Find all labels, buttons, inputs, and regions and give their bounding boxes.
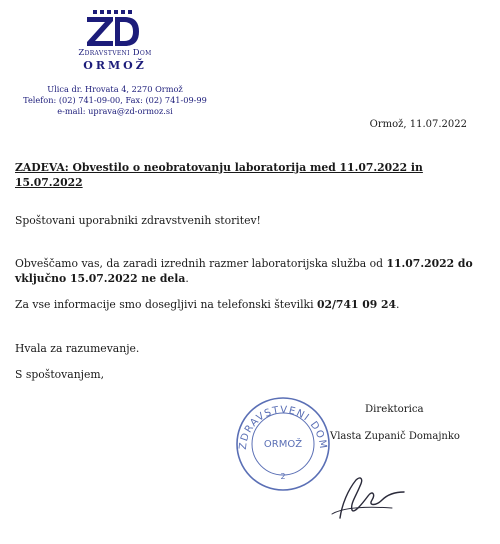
zd-logo-icon	[83, 8, 143, 50]
organization-phone: Telefon: (02) 741-09-00, Fax: (02) 741-09-99	[23, 95, 207, 105]
stamp-center-text: ORMOŽ	[263, 439, 303, 450]
notice-end: .	[185, 272, 189, 285]
notice-dates: 11.07.2022 do vključno 15.07.2022 ne dela	[15, 257, 473, 285]
stamp-arc-text: ZDRAVSTVENI DOM	[237, 404, 329, 451]
signatory-title: Direktorica	[365, 404, 424, 415]
contact-text: Za vse informacije smo dosegljivi na telefonski številki	[15, 298, 317, 311]
closing-line: S spoštovanjem,	[15, 368, 105, 381]
notice-paragraph	[15, 256, 475, 286]
notice-text: Obveščamo vas, da zaradi izrednih razmer laboratorijska služba od	[15, 257, 387, 270]
letter-date: Ormož, 11.07.2022	[369, 119, 467, 130]
subject-line: ZADEVA: Obvestilo o neobratovanju laboratorija med 11.07.2022 in 15.07.2022	[15, 161, 423, 189]
organization-email: e-mail: uprava@zd-ormoz.si	[57, 106, 173, 116]
signatory-name: Vlasta Zupanič Domajnko	[330, 431, 460, 442]
stamp-number: 2	[280, 472, 286, 481]
handwritten-signature	[272, 470, 432, 522]
organization-name: Zdravstveni Dom	[78, 48, 152, 58]
thanks-line: Hvala za razumevanje.	[15, 342, 140, 355]
greeting: Spoštovani uporabniki zdravstvenih storitev!	[15, 214, 261, 227]
organization-address: Ulica dr. Hrovata 4, 2270 Ormož	[47, 84, 183, 94]
contact-end: .	[396, 298, 400, 311]
contact-phone: 02/741 09 24	[316, 298, 397, 311]
contact-paragraph	[15, 297, 399, 312]
organization-city: ORMOŽ	[83, 59, 147, 72]
